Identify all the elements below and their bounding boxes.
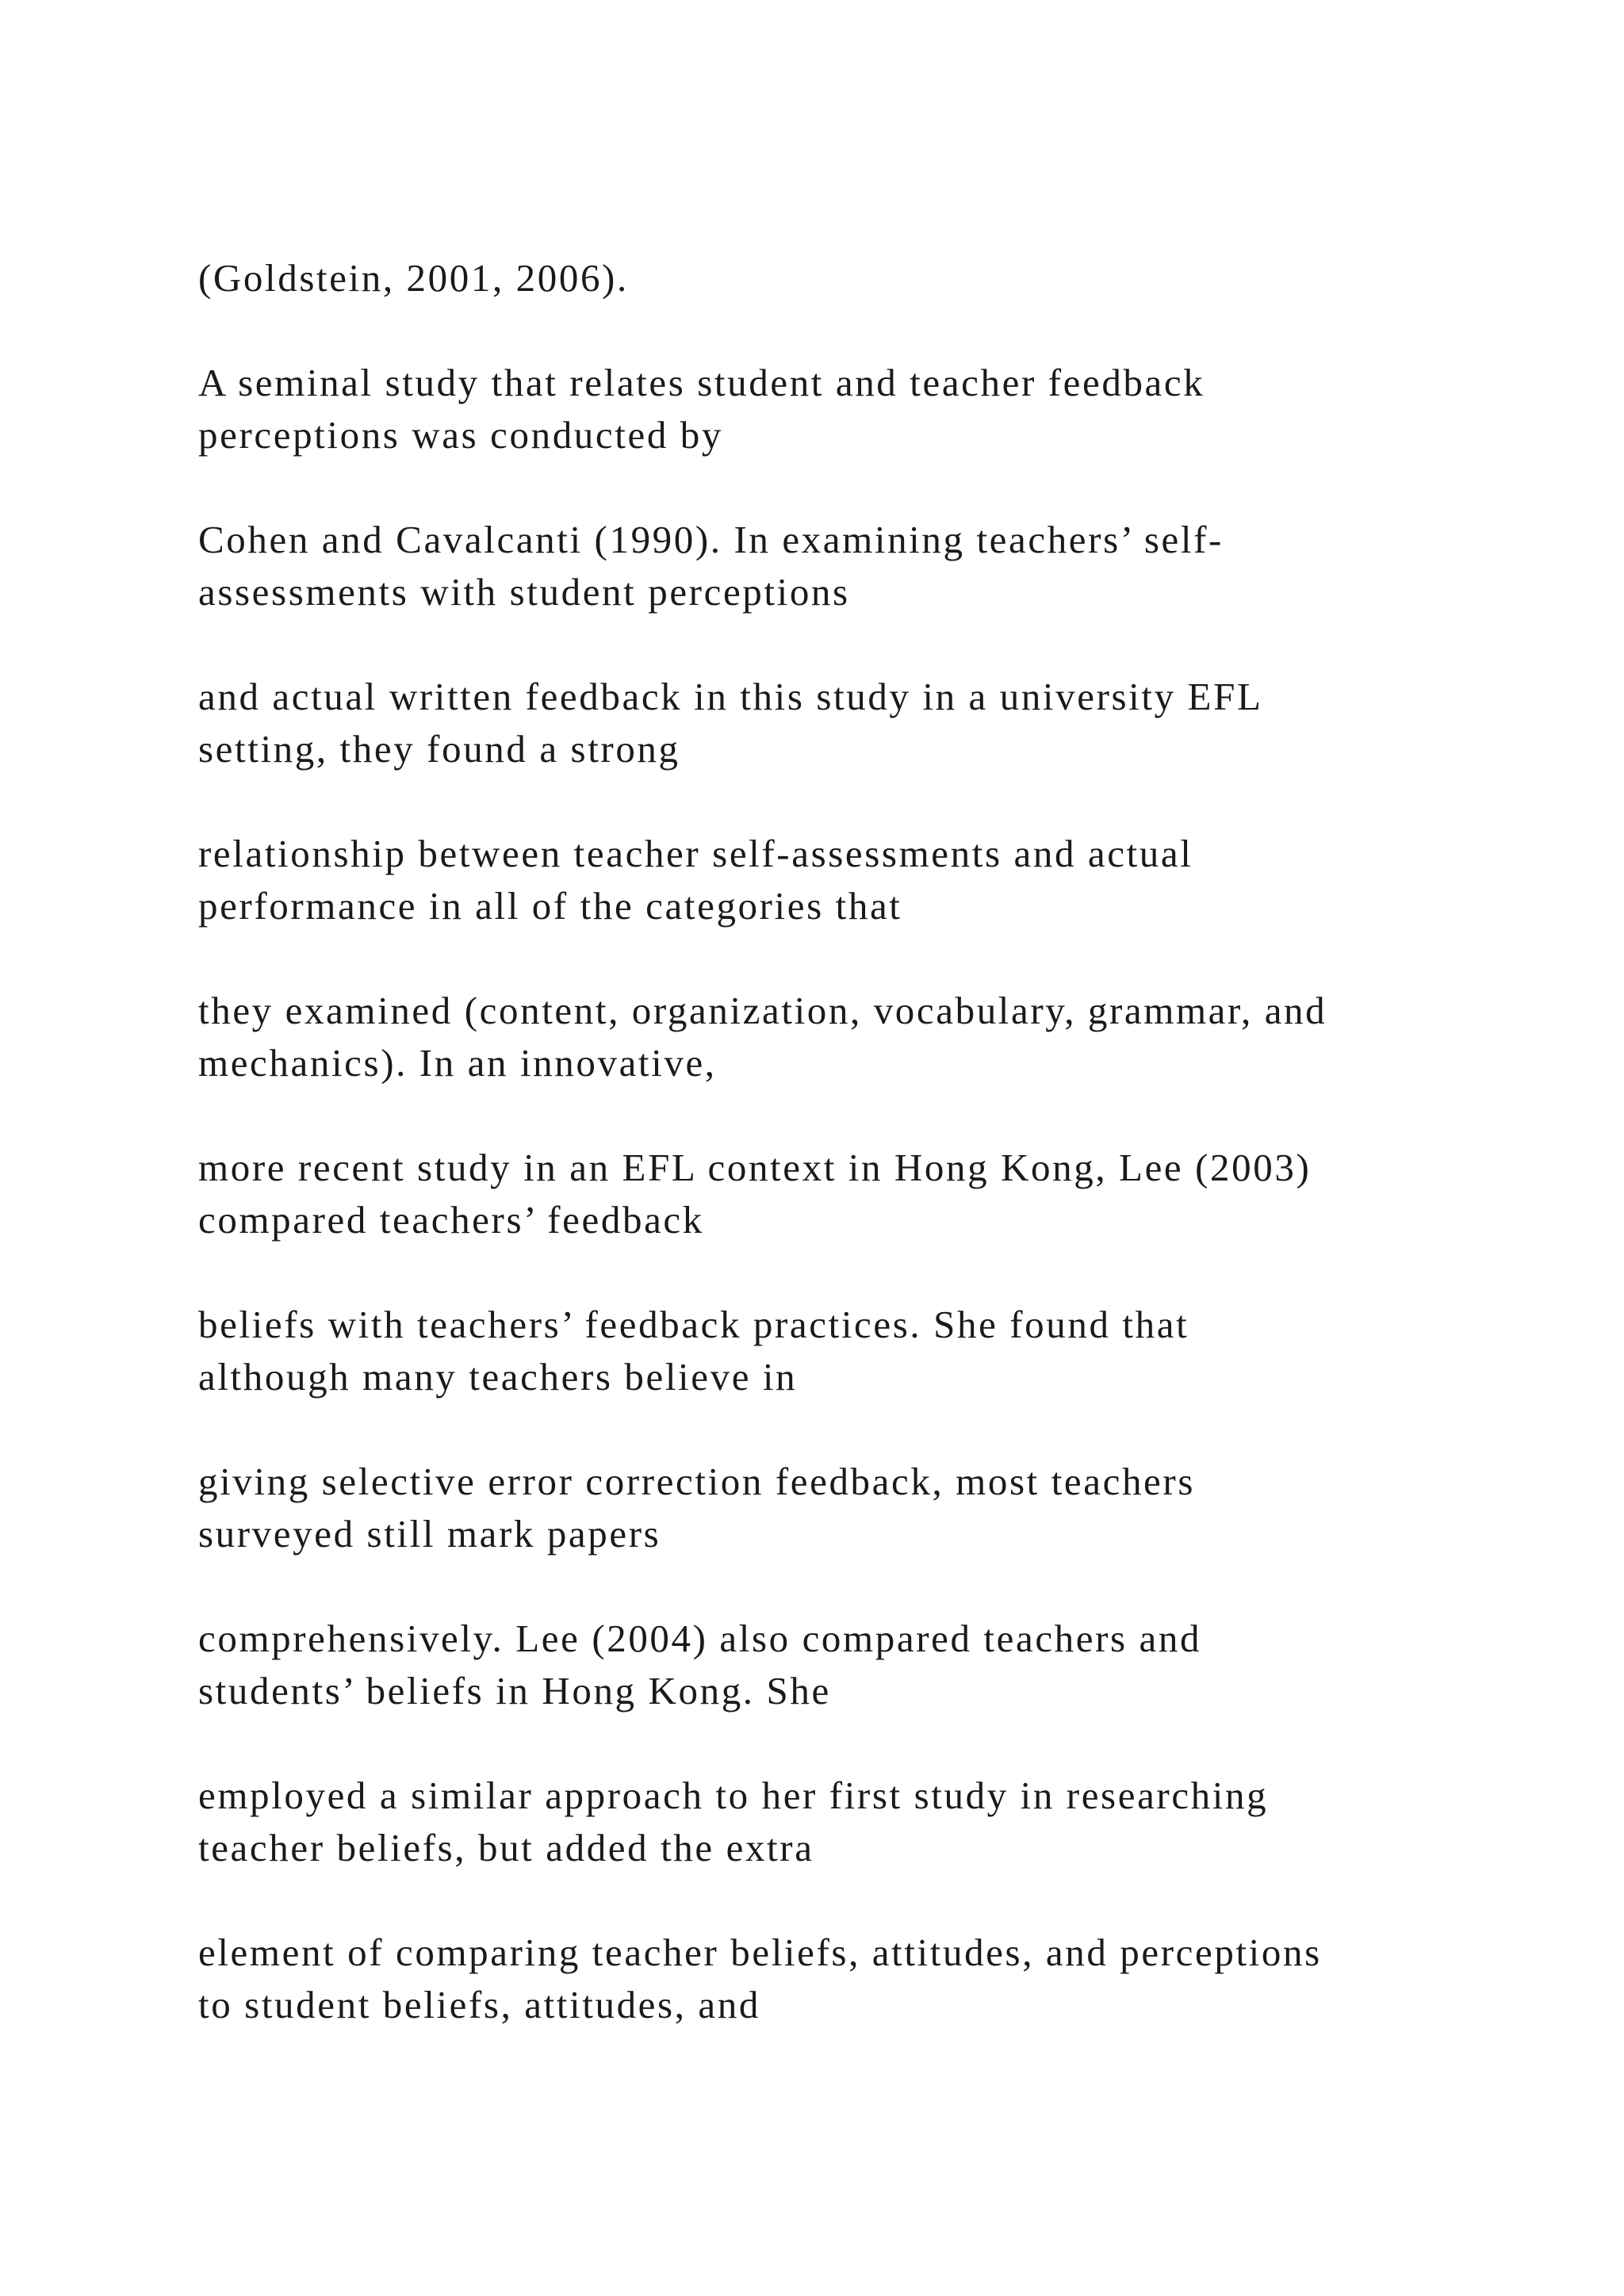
text-line: setting, they found a strong (198, 727, 680, 771)
paragraph (198, 514, 1483, 618)
text-line: element of comparing teacher beliefs, attitudes, and perceptions (198, 1931, 1322, 1974)
paragraph (198, 1927, 1483, 2031)
text-line: relationship between teacher self-assessments and actual (198, 832, 1193, 875)
text-line: compared teachers’ feedback (198, 1198, 704, 1242)
text-line: to student beliefs, attitudes, and (198, 1983, 760, 2026)
text-line: although many teachers believe in (198, 1355, 798, 1399)
paragraph (198, 828, 1483, 932)
paragraph (198, 1299, 1483, 1403)
text-line: and actual written feedback in this study in a university EFL (198, 675, 1263, 718)
paragraph (198, 357, 1483, 461)
text-line: more recent study in an EFL context in Hong Kong, Lee (2003) (198, 1146, 1312, 1189)
text-line: they examined (content, organization, vocabulary, grammar, and (198, 989, 1327, 1032)
paragraph (198, 252, 1483, 304)
text-line: students’ beliefs in Hong Kong. She (198, 1669, 831, 1712)
text-line: surveyed still mark papers (198, 1512, 661, 1556)
paragraph (198, 985, 1483, 1089)
text-line: employed a similar approach to her first study in researching (198, 1774, 1269, 1817)
text-line: teacher beliefs, but added the extra (198, 1826, 814, 1869)
text-line: A seminal study that relates student and teacher feedback (198, 361, 1205, 404)
document-body (198, 252, 1483, 2084)
text-line: assessments with student perceptions (198, 570, 850, 614)
text-line: (Goldstein, 2001, 2006). (198, 256, 629, 300)
text-line: performance in all of the categories that (198, 884, 902, 928)
paragraph (198, 1770, 1483, 1874)
paragraph (198, 671, 1483, 775)
text-line: giving selective error correction feedback, most teachers (198, 1460, 1195, 1503)
paragraph (198, 1142, 1483, 1246)
text-line: beliefs with teachers’ feedback practices. She found that (198, 1303, 1189, 1346)
text-line: Cohen and Cavalcanti (1990). In examining teachers’ self- (198, 518, 1224, 561)
paragraph (198, 1456, 1483, 1560)
text-line: perceptions was conducted by (198, 413, 723, 457)
paragraph (198, 1613, 1483, 1717)
text-line: mechanics). In an innovative, (198, 1041, 717, 1085)
text-line: comprehensively. Lee (2004) also compared teachers and (198, 1617, 1202, 1660)
